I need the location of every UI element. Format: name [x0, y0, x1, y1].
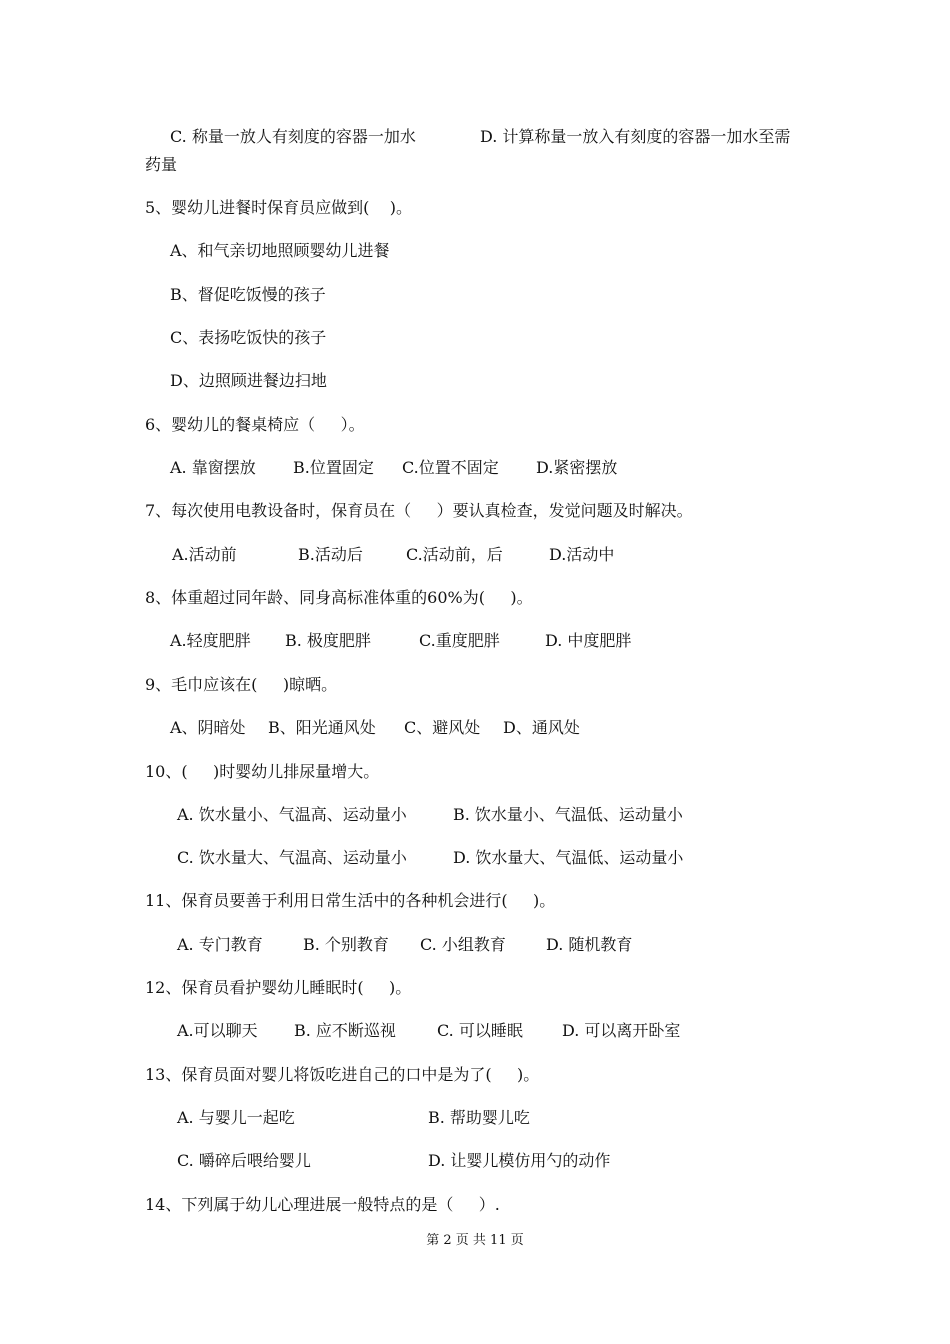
question-stem: 8、体重超过同年龄、同身高标准体重的60%为( )。 — [145, 588, 533, 607]
option-text: D. 随机教育 — [546, 935, 633, 954]
option-text: B、督促吃饭慢的孩子 — [170, 285, 326, 304]
option-text: A、和气亲切地照顾婴幼儿进餐 — [170, 241, 390, 260]
option-text: A. 专门教育 — [177, 935, 263, 954]
question-stem: 12、保育员看护婴幼儿睡眠时( )。 — [145, 978, 412, 997]
option-text: D. 中度肥胖 — [545, 631, 632, 650]
option-text: B.位置固定 — [293, 458, 374, 477]
option-text: C、避风处 — [404, 718, 481, 737]
question-stem: 7、每次使用电教设备时，保育员在（ ）要认真检查，发觉问题及时解决。 — [145, 501, 693, 520]
option-text: D. 让婴儿模仿用勺的动作 — [428, 1151, 611, 1170]
option-text: C. 可以睡眠 — [437, 1021, 523, 1040]
question-stem: 6、婴幼儿的餐桌椅应（ ）。 — [145, 415, 365, 434]
question-stem: 5、婴幼儿进餐时保育员应做到( )。 — [145, 198, 413, 217]
option-text: D.活动中 — [549, 545, 615, 564]
option-text: A.轻度肥胖 — [170, 631, 251, 650]
option-text: C. 小组教育 — [420, 935, 506, 954]
option-text: B.活动后 — [298, 545, 363, 564]
option-text: A. 饮水量小、气温高、运动量小 — [177, 805, 407, 824]
option-text: B. 应不断巡视 — [294, 1021, 396, 1040]
option-text: A. 靠窗摆放 — [170, 458, 256, 477]
option-text: D. 可以离开卧室 — [562, 1021, 681, 1040]
option-text: C.活动前，后 — [406, 545, 503, 564]
option-text: B. 极度肥胖 — [285, 631, 371, 650]
option-text-continuation: 药量 — [145, 155, 178, 174]
option-text: A. 与婴儿一起吃 — [177, 1108, 295, 1127]
option-text: B. 饮水量小、气温低、运动量小 — [453, 805, 683, 824]
option-text: A、阴暗处 — [170, 718, 246, 737]
option-text: B、阳光通风处 — [268, 718, 376, 737]
option-text: D. 饮水量大、气温低、运动量小 — [453, 848, 684, 867]
option-text: C.重度肥胖 — [419, 631, 500, 650]
option-text: C. 嚼碎后喂给婴儿 — [177, 1151, 311, 1170]
option-text: C. 饮水量大、气温高、运动量小 — [177, 848, 407, 867]
option-text: B. 帮助婴儿吃 — [428, 1108, 530, 1127]
question-stem: 9、毛巾应该在( )晾晒。 — [145, 675, 338, 694]
question-stem: 11、保育员要善于利用日常生活中的各种机会进行( )。 — [145, 891, 556, 910]
question-stem: 14、下列属于幼儿心理进展一般特点的是（ ）. — [145, 1195, 500, 1214]
option-text: A.可以聊天 — [177, 1021, 258, 1040]
option-text: D、通风处 — [503, 718, 580, 737]
page-number: 第 2 页 共 11 页 — [426, 1233, 524, 1248]
option-text: D、边照顾进餐边扫地 — [170, 371, 327, 390]
option-text: B. 个别教育 — [303, 935, 389, 954]
option-text: C、表扬吃饭快的孩子 — [170, 328, 327, 347]
option-text: A.活动前 — [172, 545, 237, 564]
option-text: C.位置不固定 — [402, 458, 499, 477]
option-text: C. 称量一放人有刻度的容器一加水 — [170, 127, 416, 146]
option-text: D. 计算称量一放入有刻度的容器一加水至需 — [480, 127, 791, 146]
question-stem: 10、( )时婴幼儿排尿量增大。 — [145, 762, 380, 781]
question-stem: 13、保育员面对婴儿将饭吃进自己的口中是为了( )。 — [145, 1065, 540, 1084]
option-text: D.紧密摆放 — [536, 458, 618, 477]
